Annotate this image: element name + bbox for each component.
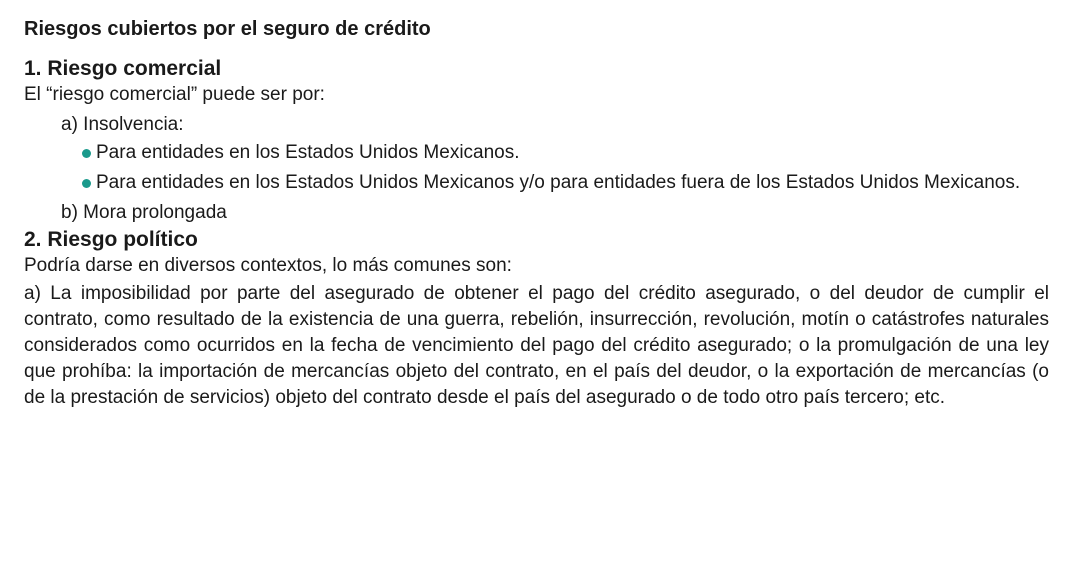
document-title: Riesgos cubiertos por el seguro de crédito — [24, 18, 431, 40]
political-risk-paragraph: a) La imposibilidad por parte del asegurado de obtener el pago del crédito asegurado, o del deudor de cumplir el contrato, como resultado de la existencia de una guerra, rebelión, insurrección, revolución, motín o catástrofes naturales considerados como ocurridos en la fecha de vencimiento del pago del crédito asegurado; o la promulgación de una ley que prohíba: la importación de mercancías objeto del contrato, en el país del deudor, o la exportación de mercancías (o de la prestación de servicios) objeto del contrato desde el país del asegurado o de todo otro país tercero; etc. — [24, 283, 1049, 408]
bullet-text: Para entidades en los Estados Unidos Mexicanos y/o para entidades fuera de los Estados Unidos Mexicanos. — [96, 172, 1021, 193]
bullet-dot-icon — [82, 179, 91, 188]
section-heading-political-risk: 2. Riesgo político — [24, 228, 198, 251]
section-heading-commercial-risk: 1. Riesgo comercial — [24, 57, 222, 80]
commercial-risk-intro: El “riesgo comercial” puede ser por: — [24, 84, 325, 105]
list-item — [82, 141, 1049, 165]
political-risk-intro: Podría darse en diversos contextos, lo más comunes son: — [24, 255, 512, 276]
insolvency-bullet-list — [24, 141, 1049, 195]
item-a-insolvency: a) Insolvencia: — [61, 114, 184, 135]
item-b-prolonged-default: b) Mora prolongada — [61, 202, 227, 223]
bullet-dot-icon — [82, 149, 91, 158]
list-item — [82, 171, 1049, 195]
bullet-text: Para entidades en los Estados Unidos Mexicanos. — [96, 142, 520, 163]
